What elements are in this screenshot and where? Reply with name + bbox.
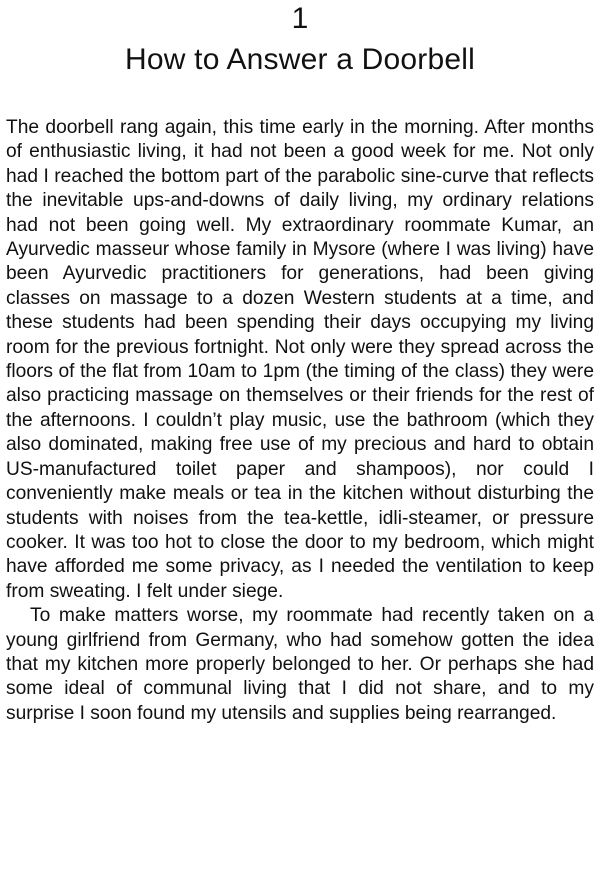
chapter-body	[6, 116, 594, 726]
body-paragraph: The doorbell rang again, this time early in the morning. After months of enthusiastic living, it had not been a good week for me. Not only had I reached the bottom part of the parabolic sine-curve that reflects the inevitable ups-and-downs of daily living, my ordinary relations had not been going well. My extraordinary roommate Kumar, an Ayurvedic masseur whose family in Mysore (where I was living) have been Ayurvedic practitioners for generations, had been giving classes on massage to a dozen Western students at a time, and these students had been spending their days occupying my living room for the previous fortnight. Not only were they spread across the floors of the flat from 10am to 1pm (the timing of the class) they were also practicing massage on themselves or their friends for the rest of the afternoons. I couldn’t play music, use the bathroom (which they also dominated, making free use of my precious and hard to obtain US-manufactured toilet paper and shampoos), nor could I conveniently make meals or tea in the kitchen without disturbing the students with noises from the tea-kettle, idli-steamer, or pressure cooker. It was too hot to close the door to my bedroom, which might have afforded me some privacy, as I needed the ventilation to keep from sweating. I felt under siege.	[6, 117, 594, 602]
chapter-title: How to Answer a Doorbell	[125, 43, 475, 76]
chapter-number: 1	[291, 2, 309, 35]
body-paragraph: To make matters worse, my roommate had recently taken on a young girlfriend from Germany, who had somehow gotten the idea that my kitchen more properly belonged to her. Or perhaps she had some ideal of communal living that I did not share, and to my surprise I soon found my utensils and supplies being rearranged.	[6, 605, 594, 724]
